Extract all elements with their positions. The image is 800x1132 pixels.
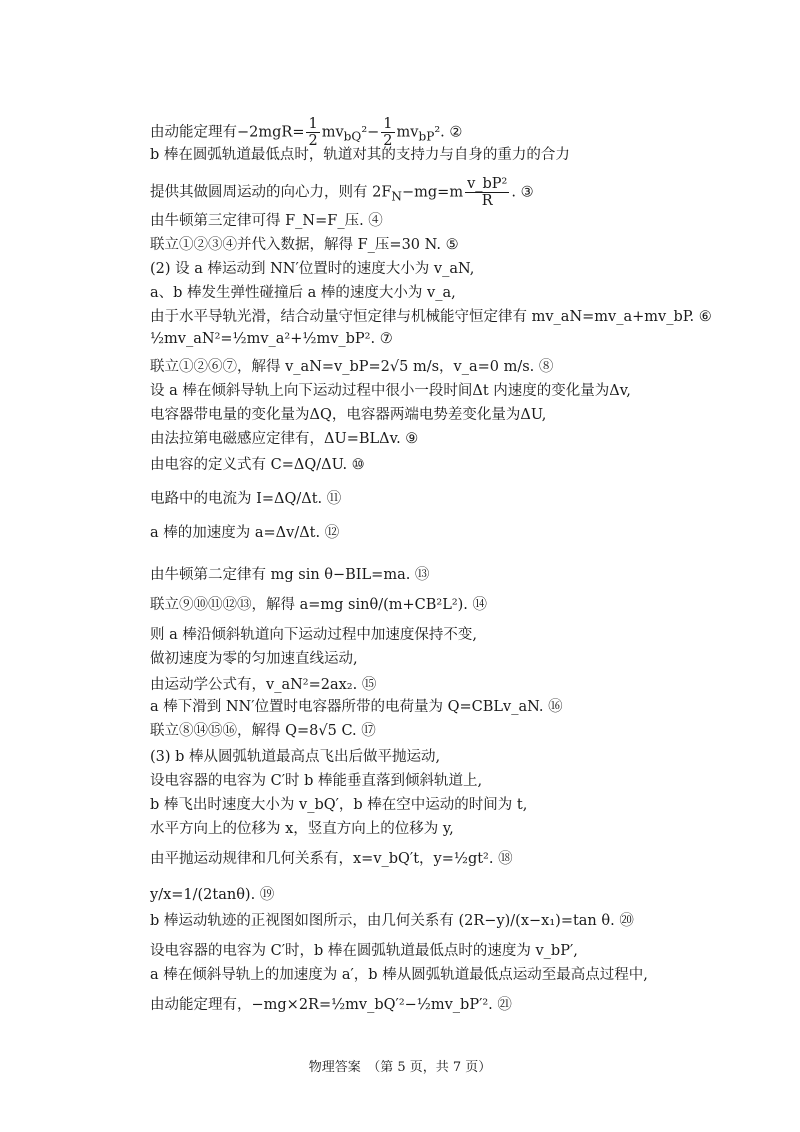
fraction-numerator: v_bP² [467, 176, 508, 192]
text-segment: mv [396, 124, 419, 141]
text-line: 由牛顿第三定律可得 F_N=F_压. ④ [150, 213, 383, 229]
text-line: 由牛顿第二定律有 mg sin θ−BIL=ma. ⑬ [150, 567, 430, 583]
text-line: a 棒下滑到 NN′位置时电容器所带的电荷量为 Q=CBLv_aN. ⑯ [150, 699, 563, 715]
text-line: 由动能定理有，−mg×2R=½mv_bQ′²−½mv_bP′². ㉑ [150, 997, 512, 1013]
text-line: 做初速度为零的匀加速直线运动, [150, 651, 358, 667]
fraction [465, 176, 509, 209]
text-segment: ²− [361, 124, 380, 141]
text-line: b 棒运动轨迹的正视图如图所示，由几何关系有 (2R−y)/(x−x₁)=tan θ. ⑳ [150, 913, 634, 929]
text-line: 电路中的电流为 I=ΔQ/Δt. ⑪ [150, 491, 342, 507]
text-line: 联立⑧⑭⑮⑯，解得 Q=8√5 C. ⑰ [150, 723, 376, 739]
text-segment: N [391, 189, 402, 204]
text-line: 联立①②⑥⑦，解得 v_aN=v_bP=2√5 m/s，v_a=0 m/s. ⑧ [150, 359, 554, 375]
text-segment: 由动能定理有−2mgR= [150, 124, 305, 141]
text-line [150, 176, 534, 209]
text-segment: . ③ [511, 184, 534, 201]
text-line: 联立⑨⑩⑪⑫⑬，解得 a=mg sinθ/(m+CB²L²). ⑭ [150, 597, 488, 613]
fraction-half: $\frac{1}{2}$ [308, 116, 318, 149]
text-line: b 棒飞出时速度大小为 v_bQ′，b 棒在空中运动的时间为 t, [150, 797, 528, 813]
text-segment: ². ② [434, 124, 463, 141]
text-line: 由电容的定义式有 C=ΔQ/ΔU. ⑩ [150, 457, 365, 473]
text-line: a 棒在倾斜导轨上的加速度为 a′，b 棒从圆弧轨道最低点运动至最高点过程中, [150, 967, 648, 983]
text-line: 电容器带电量的变化量为ΔQ，电容器两端电势差变化量为ΔU, [150, 407, 547, 423]
text-line: (2) 设 a 棒运动到 NN′位置时的速度大小为 v_aN, [150, 261, 475, 277]
text-line: (3) b 棒从圆弧轨道最高点飞出后做平抛运动, [150, 749, 441, 765]
text-line: 则 a 棒沿倾斜轨道向下运动过程中加速度保持不变, [150, 627, 477, 643]
fraction-half: $\frac{1}{2}$ [383, 116, 393, 149]
text-line: 由平抛运动规律和几何关系有，x=v_bQ′t，y=½gt². ⑱ [150, 851, 513, 867]
text-line: 设 a 棒在倾斜导轨上向下运动过程中很小一段时间Δt 内速度的变化量为Δv, [150, 383, 631, 399]
text-segment: bQ [343, 129, 362, 144]
text-line: 由运动学公式有，v_aN²=2ax₂. ⑮ [150, 677, 377, 693]
text-line [150, 116, 462, 149]
text-segment: bP [418, 129, 435, 144]
text-segment: mv [321, 124, 344, 141]
fraction-denominator: R [481, 193, 493, 209]
text-line: 联立①②③④并代入数据，解得 F_压=30 N. ⑤ [150, 237, 459, 253]
text-line: 由法拉第电磁感应定律有，ΔU=BLΔv. ⑨ [150, 431, 419, 447]
text-line: 由于水平导轨光滑，结合动量守恒定律与机械能守恒定律有 mv_aN=mv_a+mv_bP. ⑥ [150, 309, 712, 325]
text-line: y/x=1/(2tanθ). ⑲ [150, 887, 275, 903]
text-line: b 棒在圆弧轨道最低点时，轨道对其的支持力与自身的重力的合力 [150, 147, 570, 163]
text-line: a 棒的加速度为 a=Δv/Δt. ⑫ [150, 525, 340, 541]
text-line: 设电容器的电容为 C′时，b 棒在圆弧轨道最低点时的速度为 v_bP′, [150, 943, 578, 959]
page-footer: 物理答案 （第 5 页，共 7 页） [308, 1060, 492, 1075]
text-line: ½mv_aN²=½mv_a²+½mv_bP². ⑦ [150, 331, 393, 347]
text-line: a、b 棒发生弹性碰撞后 a 棒的速度大小为 v_a, [150, 285, 456, 301]
text-segment: 提供其做圆周运动的向心力，则有 2F [150, 184, 392, 201]
text-segment: −mg=m [401, 184, 464, 201]
text-line: 水平方向上的位移为 x，竖直方向上的位移为 y, [150, 821, 454, 837]
text-line: 设电容器的电容为 C′时 b 棒能垂直落到倾斜轨道上, [150, 773, 483, 789]
